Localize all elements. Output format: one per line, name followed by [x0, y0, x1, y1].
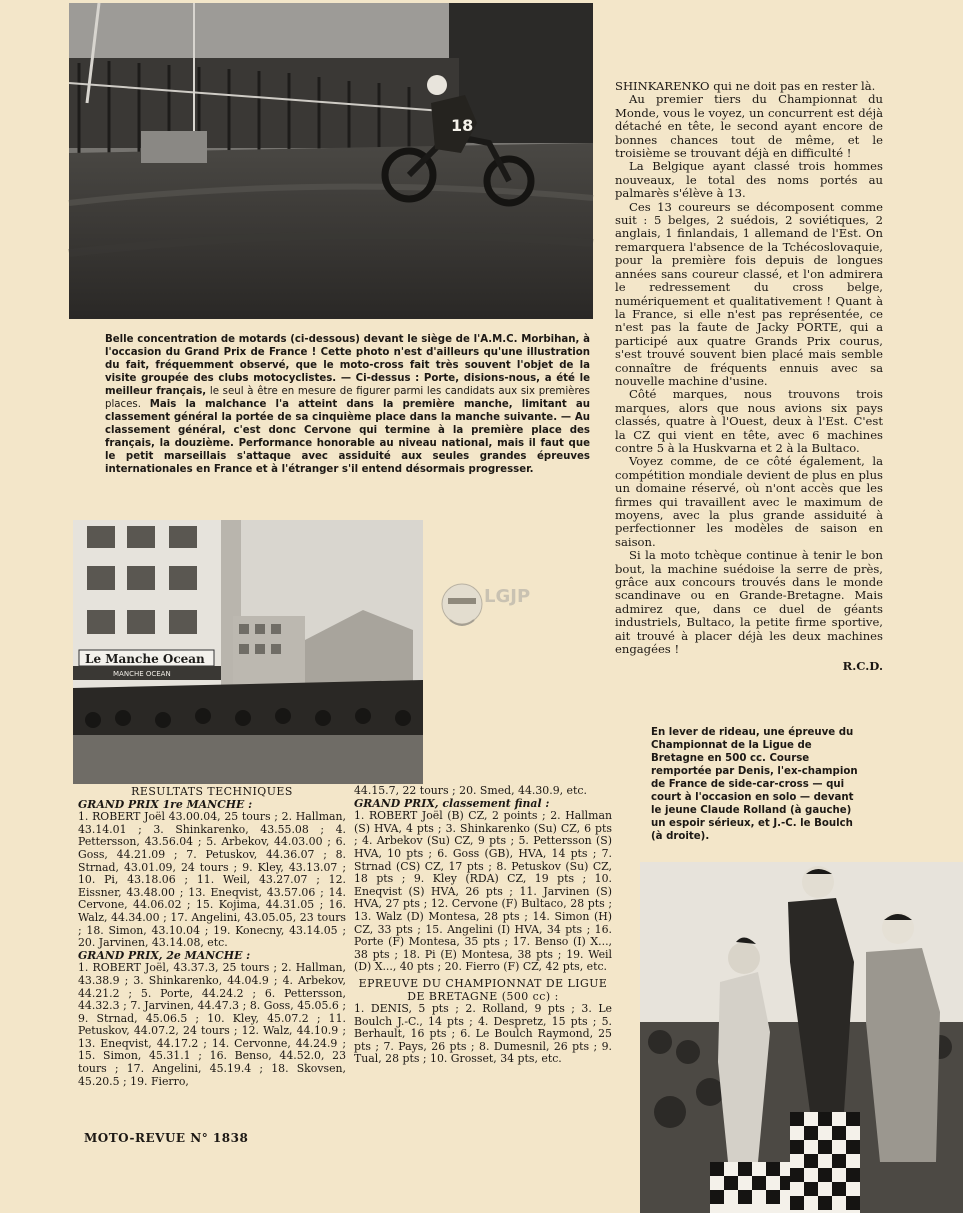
photo-podium [640, 862, 963, 1213]
article-signature: R.C.D. [842, 659, 883, 674]
article-paragraph: SHINKARENKO qui ne doit pas en rester là. [615, 79, 876, 93]
article-paragraph: Côté marques, nous trouvons trois marques, alors que nous avions six pays classés, quatre à l'Ouest, deux à l'Est. C'est la CZ qui vient en tête, avec 6 machines contre 5 à la Huskvarna et 2 à la Bultaco. [615, 387, 883, 455]
photo-club-building [73, 520, 423, 784]
results-column-1 [78, 786, 346, 1088]
caption-side-text: En lever de rideau, une épreuve du Championnat de la Ligue de Bretagne en 500 cc. Course remportée par Denis, l'ex-champion de France de side-car-cross — qui court à l'occasion en solo — devant le jeune Claude Rolland (à gauche) un espoir sérieux, et J.-C. le Boulch (à droite). [651, 727, 858, 842]
article-right-column [615, 80, 883, 674]
article-paragraph: Ces 13 coureurs se décomposent comme suit : 5 belges, 2 suédois, 2 soviétiques, 2 anglais, 1 finlandais, 1 allemand de l'Est. On remarquera l'absence de la Tchécoslovaquie, pour la première fois depuis de longues années sans coureur classé, et l'on admirera le redressement du cross belge, numériquement et qualitativement ! Quant à la France, si elle n'est pas représentée, ce n'est pas la faute de Jacky PORTE, qui a participé aux quatre Grands Prix courus, s'est trouvé souvent bien placé mais semble connaître de fréquents ennuis avec sa nouvelle machine d'usine. [615, 199, 883, 388]
caption-part-2: le seul à être en mesure de figurer parmi les candidats aux six premières places. [105, 386, 590, 410]
results-gp1-title: GRAND PRIX 1re MANCHE : [78, 797, 253, 811]
results-ligue-text: 1. DENIS, 5 pts ; 2. Rolland, 9 pts ; 3. Le Boulch J.-C., 14 pts ; 4. Despretz, 15 pts ; 5. Berhault, 16 pts ; 6. Le Boulch Raymond, 25 pts ; 7. Pays, 26 pts ; 8. Dumesnil, 26 pts ; 9. Tual, 28 pts ; 10. Grosset, 34 pts, etc. [354, 1002, 612, 1066]
watermark-logo [440, 576, 531, 636]
photo-caption-main [105, 333, 590, 476]
building-sign-small: MANCHE OCEAN [113, 670, 171, 678]
rider-number: 18 [451, 116, 474, 135]
results-gp2-text: 1. ROBERT Joël, 43.37.3, 25 tours ; 2. Hallman, 43.38.9 ; 3. Shinkarenko, 44.04.9 ; 4. Arbekov, 44.21.2 ; 5. Porte, 44.24.2 ; 6. Pettersson, 44.32.3 ; 7. Jarvinen, 44.47.3 ; 8. Goss, 45.05.6 ; 9. Strnad, 45.06.5 ; 10. Kley, 45.07.2 ; 11. Petuskov, 44.07.2, 24 tours ; 12. Walz, 44.10.9 ; 13. Eneqvist, 44.17.2 ; 14. Cervonne, 44.24.9 ; 15. Simon, 45.31.1 ; 16. Benso, 44.52.0, 23 tours ; 17. Angelini, 45.19.4 ; 18. Skovsen, 45.20.5 ; 19. Fierro, [78, 961, 346, 1088]
caption-part-3: Mais la malchance l'a atteint dans la première manche, limitant au classement général la portée de sa cinquième place dans la manche suivante. — Au classement général, c'est donc Cervone qui termine à la première place des français, la douzième. Performance honorable au niveau national, mais il faut que le petit marseillais s'attaque avec assiduité aux seules grandes épreuves internationales en France et à l'étranger s'il entend désormais progresser. [105, 399, 590, 475]
results-gp1-text: 1. ROBERT Joël 43.00.04, 25 tours ; 2. Hallman, 43.14.01 ; 3. Shinkarenko, 43.55.08 ; 4. Pettersson, 43.56.04 ; 5. Arbekov, 44.03.00 ; 6. Goss, 44.21.09 ; 7. Petuskov, 44.36.07 ; 8. Strnad, 43.01.09, 24 tours ; 9. Kley, 43.13.07 ; 10. Pi, 43.18.06 ; 11. Weil, 43.27.07 ; 12. Eissner, 43.48.00 ; 13. Eneqvist, 43.57.06 ; 14. Cervone, 44.06.02 ; 15. Kojima, 44.31.05 ; 16. Walz, 44.34.00 ; 17. Angelini, 43.05.05, 23 tours ; 18. Simon, 43.10.04 ; 19. Konecny, 43.14.05 ; 20. Jarvinen, 43.14.08, etc. [78, 810, 346, 950]
article-paragraph: Voyez comme, de ce côté également, la compétition mondiale devient de plus en plus un domaine réservé, où n'ont accès que les firmes qui travaillent avec le maximum de moyens, avec la plus grande assiduité à perfectionner les modèles de saison en saison. [615, 454, 883, 549]
results-heading: RESULTATS TECHNIQUES [131, 785, 293, 798]
results-gp2-title: GRAND PRIX, 2e MANCHE : [78, 948, 251, 962]
photo-motocross-rider [69, 3, 593, 319]
building-sign: Le Manche Ocean [85, 652, 205, 666]
article-paragraph: Si la moto tchèque continue à tenir le bon bout, la machine suédoise la serre de près, grâce aux concours trouvés dans le monde scandinave ou en Grande-Bretagne. Mais admirez que, dans ce duel de géants industriels, Bultaco, la petite firme sportive, ait trouvé à placer déjà les deux machines engagées ! [615, 548, 883, 657]
photo-caption-side [651, 726, 863, 843]
page-footer: MOTO-REVUE N° 1838 [84, 1131, 249, 1145]
results-gp2-continued: 44.15.7, 22 tours ; 20. Smed, 44.30.9, etc. [354, 784, 587, 797]
results-ligue-title: EPREUVE DU CHAMPIONNAT DE LIGUE DE BRETAGNE (500 cc) : [358, 976, 608, 1003]
article-paragraph: Au premier tiers du Championnat du Monde, vous le voyez, un concurrent est déjà détaché en tête, le second ayant encore de bonnes chances tout de même, et le troisième se trouvant déjà en difficulté ! [615, 92, 883, 161]
watermark-text: LGJP [484, 586, 531, 607]
results-final-title: GRAND PRIX, classement final : [354, 796, 550, 810]
results-column-2 [354, 785, 612, 1066]
article-paragraph: La Belgique ayant classé trois hommes nouveaux, le total des noms portés au palmarès s'élève à 13. [615, 159, 883, 201]
results-final-text: 1. ROBERT Joël (B) CZ, 2 points ; 2. Hallman (S) HVA, 4 pts ; 3. Shinkarenko (Su) CZ, 6 pts ; 4. Arbekov (Su) CZ, 9 pts ; 5. Pettersson (S) HVA, 10 pts ; 6. Goss (GB), HVA, 14 pts ; 7. Strnad (CS) CZ, 17 pts ; 8. Petuskov (Su) CZ, 18 pts ; 9. Kley (RDA) CZ, 19 pts ; 10. Eneqvist (S) HVA, 26 pts ; 11. Jarvinen (S) HVA, 27 pts ; 12. Cervone (F) Bultaco, 28 pts ; 13. Walz (D) Montesa, 28 pts ; 14. Simon (H) CZ, 33 pts ; 15. Angelini (I) HVA, 34 pts ; 16. Porte (F) Montesa, 35 pts ; 17. Benso (I) X..., 38 pts ; 18. Pi (E) Montesa, 38 pts ; 19. Weil (D) X..., 40 pts ; 20. Fierro (F) CZ, 42 pts, etc. [354, 809, 612, 974]
caption-part-1: Belle concentration de motards (ci-dessous) devant le siège de l'A.M.C. Morbihan, à l'occasion du Grand Prix de France ! Cette photo n'est d'ailleurs qu'une illustration du fait, fréquemment observé, que le moto-cross fait très souvent l'objet de la visite groupée des clubs motocyclistes. — Ci-dessus : Porte, disions-nous, a été le meilleur français, [105, 334, 590, 397]
